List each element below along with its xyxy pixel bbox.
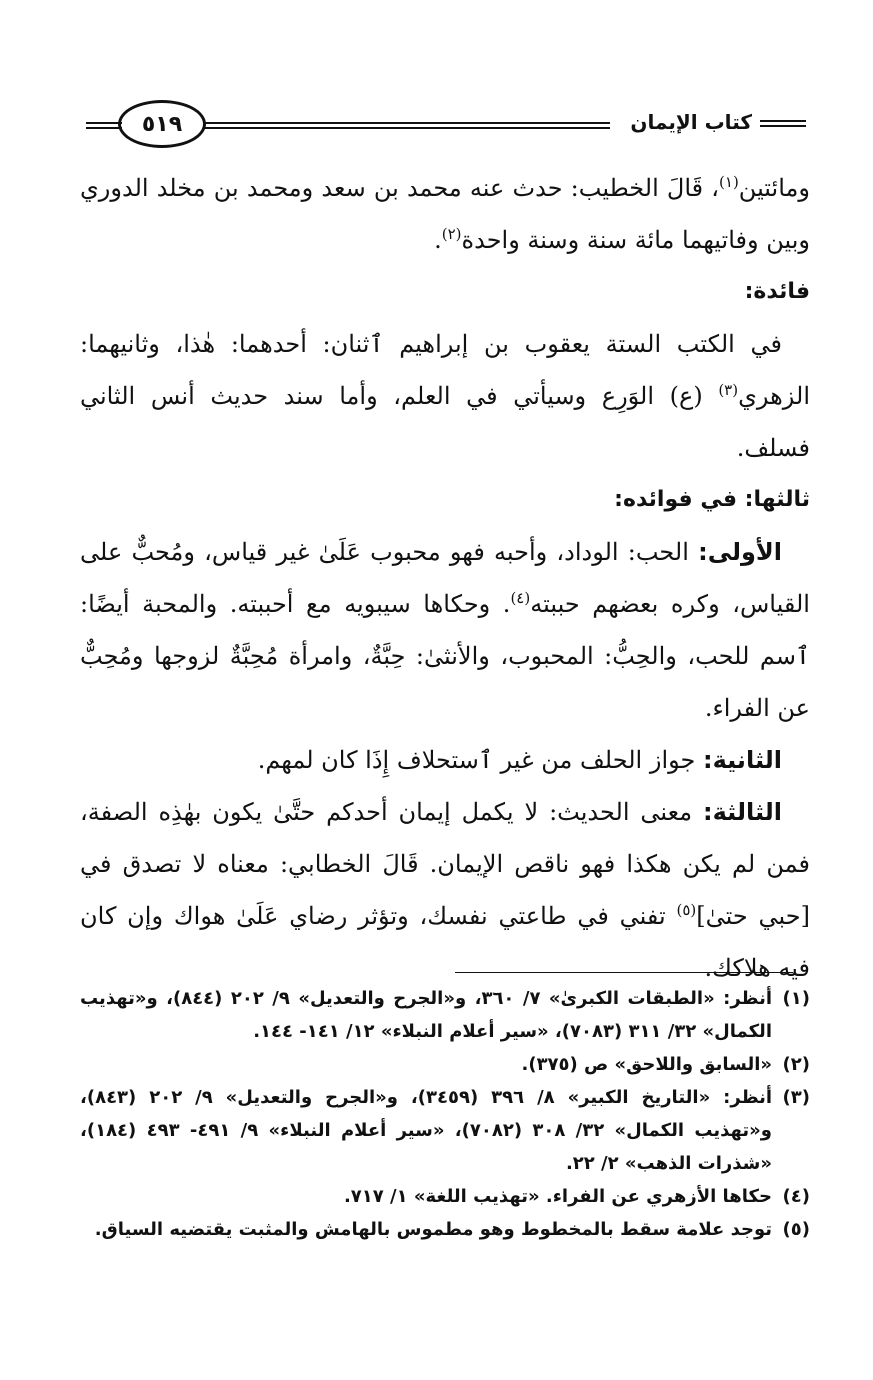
footnote-item — [80, 1180, 810, 1213]
footnote-ref-4[interactable]: (٤) — [510, 589, 531, 607]
main-text — [80, 162, 810, 994]
footnote-item — [80, 982, 810, 1048]
page-header — [86, 98, 806, 154]
header-rule-right — [760, 120, 806, 127]
page-number: ٥١٩ — [141, 111, 183, 137]
footnote-ref-5[interactable]: (٥) — [676, 901, 697, 919]
footnote-ref-3[interactable]: (٣) — [718, 381, 739, 399]
footnote-number: (١) — [782, 988, 810, 1009]
paragraph-4: الثانية: جواز الحلف من غير ٱستحلاف إِذَا كان لمهم. — [257, 746, 782, 774]
footnote-text: أنظر: «الطبقات الكبرىٰ» ٧/ ٣٦٠، و«الجرح والتعديل» ٩/ ٢٠٢ (٨٤٤)، و«تهذيب الكمال» ٣٢/ ٣١١ (٧٠٨٣)، «سير أعلام النبلاء» ١٢/ ١٤١- ١٤٤. — [80, 988, 773, 1042]
label-third: الثالثة: — [703, 798, 783, 826]
page-number-oval — [118, 100, 206, 148]
footnote-number: (٥) — [782, 1219, 810, 1240]
label-first: الأولى: — [698, 538, 782, 566]
paragraph-5: الثالثة: معنى الحديث: لا يكمل إيمان أحدكم حتَّىٰ يكون بهٰذِه الصفة، فمن لم يكن هكذا فهو ناقص الإيمان. قَالَ الخطابي: معناه لا تصدق في [حبي حتىٰ]$^{(٥)}$ تفني في طاعتي نفسك، وتؤثر رضاي عَلَىٰ هواك وإن كان فيه هلاكك. — [80, 798, 810, 982]
thalith-heading: ثالثها: في فوائده: — [614, 487, 810, 512]
paragraph-2: في الكتب الستة يعقوب بن إبراهيم ٱثنان: أحدهما: هٰذا، وثانيهما: الزهري$^{(٣)}$ (ع) الوَرِع وسيأتي في العلم، وأما سند حديث أنس الثاني فسلف. — [80, 330, 810, 462]
footnote-item — [80, 1048, 810, 1081]
footnote-ref-2[interactable]: (٢) — [441, 225, 462, 243]
faida-heading: فائدة: — [744, 279, 810, 304]
running-title: كتاب الإيمان — [630, 110, 752, 134]
footnote-separator — [455, 972, 793, 973]
footnote-number: (٣) — [782, 1087, 810, 1108]
footnote-ref-1[interactable]: (١) — [719, 173, 739, 191]
footnote-text: أنظر: «التاريخ الكبير» ٨/ ٣٩٦ (٣٤٥٩)، و«الجرح والتعديل» ٩/ ٢٠٢ (٨٤٣)، و«تهذيب الكمال» ٣٢/ ٣٠٨ (٧٠٨٢)، «سير أعلام النبلاء» ٩/ ٤٩١- ٤٩٣ (١٨٤)، «شذرات الذهب» ٢/ ٢٢. — [80, 1087, 773, 1174]
paragraph-3: الأولى: الحب: الوداد، وأحبه فهو محبوب عَلَىٰ غير قياس، ومُحبٌّ على القياس، وكره بعضهم حببته$^{(٤)}$. وحكاها سيبويه مع أحببته. والمحبة أيضًا: ٱسم للحب، والحِبُّ: المحبوب، والأنثىٰ: حِبَّةٌ، وامرأة مُحِبَّةٌ لزوجها ومُحِبٌّ عن الفراء. — [80, 538, 810, 722]
footnote-number: (٢) — [782, 1054, 810, 1075]
footnote-number: (٤) — [782, 1186, 810, 1207]
label-second: الثانية: — [702, 746, 782, 774]
header-rule-left — [86, 122, 122, 129]
paragraph-1: ومائتين$^{(١)}$، قَالَ الخطيب: حدث عنه محمد بن سعد ومحمد بن مخلد الدوري وبين وفاتيهما مائة سنة وسنة واحدة$^{(٢)}$. — [80, 173, 810, 254]
footnote-text: «السابق واللاحق» ص (٣٧٥). — [521, 1054, 772, 1075]
footnotes — [80, 982, 810, 1246]
footnote-item — [80, 1081, 810, 1180]
footnote-text: حكاها الأزهري عن الفراء. «تهذيب اللغة» ١/ ٧١٧. — [343, 1186, 772, 1207]
footnote-text: توجد علامة سقط بالمخطوط وهو مطموس بالهامش والمثبت يقتضيه السياق. — [94, 1219, 772, 1240]
footnote-item — [80, 1213, 810, 1246]
header-rule-middle — [204, 122, 610, 129]
